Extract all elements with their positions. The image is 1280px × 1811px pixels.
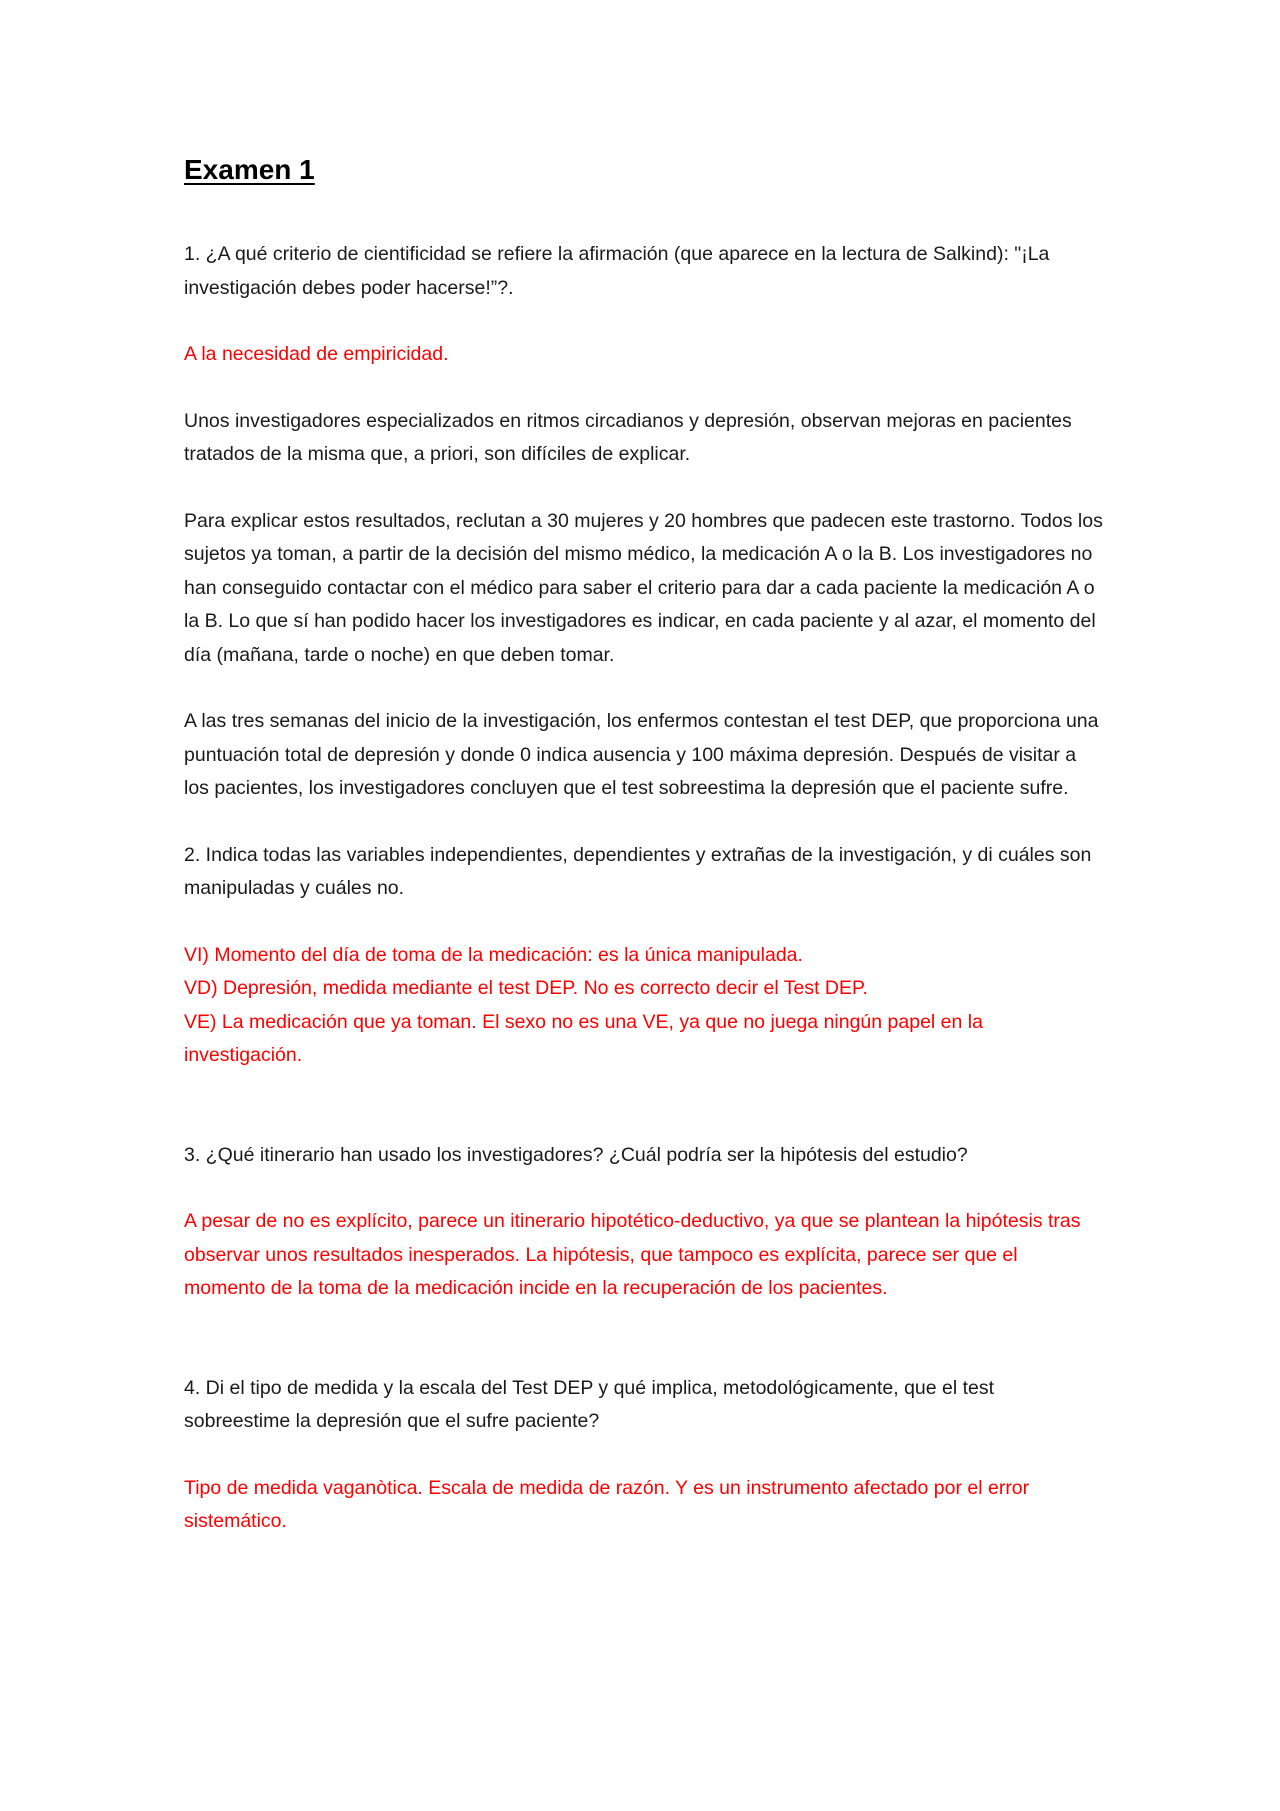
answer-1: A la necesidad de empiricidad. [184, 343, 449, 365]
context-paragraph-3: A las tres semanas del inicio de la investigación, los enfermos contestan el test DEP, que proporciona una puntuación total de depresión y donde 0 indica ausencia y 100 máxima depresión. Después de visitar a los pacientes, los investigadores concluyen que el test sobreestima la depresión que el paciente sufre. [184, 710, 1099, 799]
answer-2-independent-variable: VI) Momento del día de toma de la medicación: es la única manipulada. [184, 943, 803, 966]
question-1: 1. ¿A qué criterio de cientificidad se refiere la afirmación (que aparece en la lectura de Salkind): "¡La investigación debes poder hacerse!”?. [184, 243, 1050, 299]
question-3: 3. ¿Qué itinerario han usado los investigadores? ¿Cuál podría ser la hipótesis del estudio? [184, 1143, 968, 1166]
question-2: 2. Indica todas las variables independientes, dependientes y extrañas de la investigación, y di cuáles son manipuladas y cuáles no. [184, 843, 1092, 899]
document-body [184, 150, 1104, 1572]
context-paragraph-2: Para explicar estos resultados, reclutan a 30 mujeres y 20 hombres que padecen este trastorno. Todos los sujetos ya toman, a partir de la decisión del mismo médico, la medicación A o la B. Los investigadores no han conseguido contactar con el médico para saber el criterio para dar a cada paciente la medicación A o la B. Lo que sí han podido hacer los investigadores es indicar, en cada paciente y al azar, el momento del día (mañana, tarde o noche) en que deben tomar. [184, 509, 1103, 666]
answer-2-extraneous-variable: VE) La medicación que ya toman. El sexo no es una VE, ya que no juega ningún papel en la investigación. [184, 1010, 983, 1066]
answer-2-dependent-variable: VD) Depresión, medida mediante el test DEP. No es correcto decir el Test DEP. [184, 977, 868, 999]
answer-2 [184, 939, 1104, 1073]
context-paragraph-1: Unos investigadores especializados en ritmos circadianos y depresión, observan mejoras en pacientes tratados de la misma que, a priori, son difíciles de explicar. [184, 409, 1072, 465]
page-title: Examen 1 [184, 154, 315, 185]
answer-3: A pesar de no es explícito, parece un itinerario hipotético-deductivo, ya que se plantean la hipótesis tras observar unos resultados inesperados. La hipótesis, que tampoco es explícita, parece ser que el momento de la toma de la medicación incide en la recuperación de los pacientes. [184, 1210, 1081, 1299]
answer-4: Tipo de medida vaganòtica. Escala de medida de razón. Y es un instrumento afectado por el error sistemático. [184, 1476, 1030, 1532]
question-4: 4. Di el tipo de medida y la escala del Test DEP y qué implica, metodológicamente, que el test sobreestime la depresión que el sufre paciente? [184, 1376, 995, 1432]
